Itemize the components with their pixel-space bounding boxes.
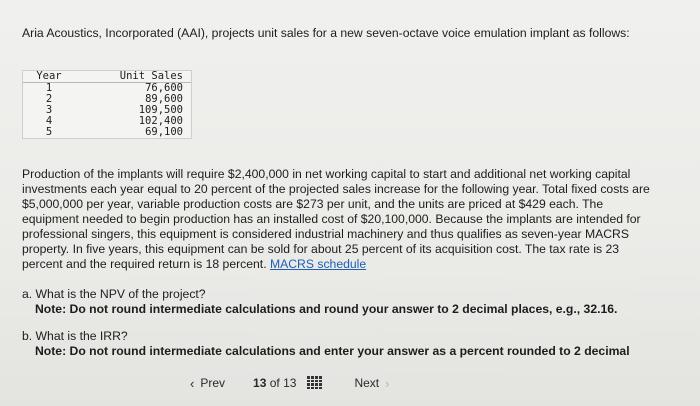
unit-sales-table bbox=[22, 70, 192, 139]
problem-body: Production of the implants will require $2,400,000 in net working capital to start and additional net working capital investments each year equal to 20 percent of the projected sales increase for the following year. Total fixed costs are $5,000,000 per year, variable production costs are $273 per unit, and the units are priced at $429 each. The equipment needed to begin production has an installed cost of $20,100,000. Because the implants are intended for professional singers, this equipment is considered industrial machinery and thus qualifies as seven-year MACRS property. In five years, this equipment can be sold for about 25 percent of its acquisition cost. The tax rate is 23 percent and the required return is 18 percent. bbox=[22, 167, 650, 271]
cell-sales: 89,600 bbox=[145, 93, 183, 105]
cell-year: 1 bbox=[45, 82, 53, 94]
question-b bbox=[22, 329, 672, 359]
current-page: 13 bbox=[253, 376, 267, 390]
question-a-note: Note: Do not round intermediate calculations and round your answer to 2 decimal places, e.g., 32.16. bbox=[35, 302, 618, 316]
prev-label: Prev bbox=[200, 376, 226, 390]
question-a bbox=[22, 287, 672, 317]
intro-text: Aria Acoustics, Incorporated (AAI), projects unit sales for a new seven-octave voice emulation implant as follows: bbox=[22, 26, 630, 40]
header-unit-sales: Unit Sales bbox=[119, 70, 183, 82]
chevron-left-icon: ‹ bbox=[190, 375, 195, 391]
cell-sales: 109,500 bbox=[138, 104, 183, 116]
cell-sales: 102,400 bbox=[138, 115, 183, 127]
next-button[interactable] bbox=[354, 376, 389, 391]
chevron-right-icon: › bbox=[385, 375, 390, 391]
page-indicator bbox=[253, 376, 296, 390]
cell-sales: 69,100 bbox=[145, 126, 183, 138]
question-grid-icon[interactable] bbox=[306, 375, 324, 391]
cell-sales: 76,600 bbox=[145, 82, 183, 94]
header-year: Year bbox=[36, 70, 62, 82]
macrs-schedule-link[interactable]: MACRS schedule bbox=[269, 257, 367, 271]
cell-year: 4 bbox=[45, 115, 53, 127]
next-label: Next bbox=[354, 376, 380, 390]
of-label: of bbox=[269, 376, 280, 390]
cell-year: 2 bbox=[45, 93, 53, 105]
cell-year: 5 bbox=[45, 126, 53, 138]
total-pages: 13 bbox=[283, 376, 297, 390]
question-a-text: a. What is the NPV of the project? bbox=[22, 287, 206, 301]
problem-text bbox=[22, 167, 662, 272]
question-b-note: Note: Do not round intermediate calculations and enter your answer as a percent rounded to 2 decimal bbox=[35, 344, 630, 358]
pagination-nav bbox=[190, 372, 460, 394]
prev-button[interactable] bbox=[190, 376, 225, 391]
table-row bbox=[23, 127, 191, 138]
question-b-text: b. What is the IRR? bbox=[22, 329, 128, 343]
cell-year: 3 bbox=[45, 104, 53, 116]
